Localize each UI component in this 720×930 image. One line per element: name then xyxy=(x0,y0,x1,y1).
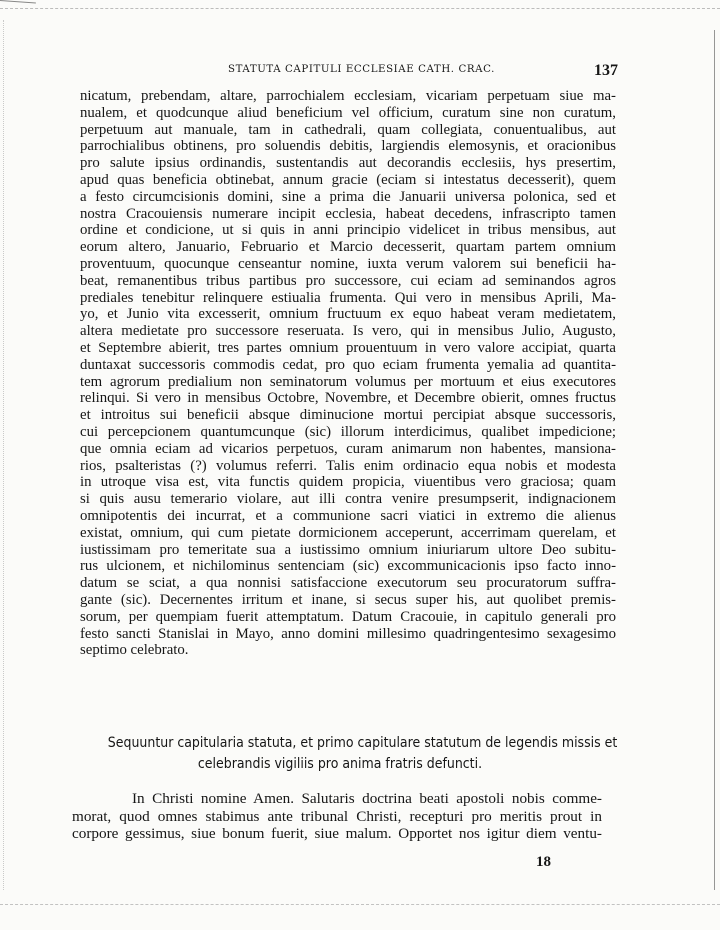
text-line: corpore gessimus, siue bonum fuerit, siue malum. Opportet nos igitur diem ventu- xyxy=(72,825,602,842)
scan-edge-left xyxy=(3,20,5,890)
running-head xyxy=(0,62,720,82)
section-heading-line: Sequuntur capitularia statuta, et primo capitulare statutum de legendis missis et xyxy=(107,734,618,751)
intro-paragraph xyxy=(72,790,602,843)
text-line: altera medietate pro successore reseruata. Is vero, qui in mensibus Julio, Augusto, xyxy=(80,323,616,340)
text-line: septimo celebrato. xyxy=(80,642,189,659)
text-line: rus ulcionem, et nichilominus sentenciam (sic) excommunicacionis ipso facto inno- xyxy=(80,558,616,575)
text-line: festo sancti Stanislai in Mayo, anno domini millesimo quadringentesimo sexagesimo xyxy=(80,625,616,642)
text-line: in utroque visa est, vita functis quidem propicia, viuentibus vero graciosa; quam xyxy=(80,474,616,491)
text-line: morat, quod omnes stabimus ante tribunal Christi, recepturi pro meritis prout in xyxy=(72,807,602,825)
text-line: iustissimam pro temeritate sua a iustissimo omnium iniuriarum ultore Deo subitu- xyxy=(80,541,616,558)
scan-edge-bottom xyxy=(0,904,720,906)
text-line: omnipotentis dei incurrat, et a communione sacri viatici in extremo die alienus xyxy=(80,507,616,524)
text-line: perpetuum aut manuale, tam in cathedrali, quam collegiata, conuentualibus, aut xyxy=(80,121,616,138)
text-line: cui percepcionem quantumcunque (sic) illorum interdicimus, qualibet impedicione; xyxy=(80,423,616,440)
text-line: existat, omnium, qui cum pietate dormicionem acceperunt, accerrimam querelam, et xyxy=(80,524,616,541)
text-line: si quis ausu temerario violare, aut illi contra venire presumpserit, indignacionem xyxy=(80,491,616,508)
text-line: parrochialibus obtinens, pro soluendis debitis, largiendis elemosynis, et oracionibus xyxy=(80,138,616,155)
text-line: sorum, per quempiam fuerit attemptatum. Datum Cracouie, in capitulo generali pro xyxy=(80,608,616,625)
scan-edge-top xyxy=(0,8,720,10)
text-line: et Septembre abierit, tres partes omnium prouentuum in vero valore accipiat, quarta xyxy=(80,339,616,356)
text-line: datum se sciat, a qua nonnisi satisfaccione executorum seu procuratorum suffra- xyxy=(80,575,616,592)
text-line: a festo circumcisionis domini, sine a prima die Januarii universa polonica, sed et xyxy=(80,188,616,205)
text-line: proventuum, quocunque censeantur nomine, iuxta verum valorem sui beneficii ha- xyxy=(80,255,616,272)
section-heading xyxy=(70,732,618,774)
text-line: tem agrorum predialium non seminatorum volumus per mortuum et eius executores xyxy=(80,373,616,390)
text-line: ordine et condicione, ut si quis in anni principio videlicet in tribus mensibus, aut xyxy=(80,222,616,239)
body-text xyxy=(80,88,616,659)
text-line: duntaxat successoris commodis cedat, pro quo eciam frumenta yemalia ad quantita- xyxy=(80,356,616,373)
running-title: STATUTA CAPITULI ECCLESIAE CATH. CRAC. xyxy=(228,64,495,75)
signature-mark: 18 xyxy=(536,854,551,870)
text-line: relinqui. Si vero in mensibus Octobre, Novembre, et Decembre obierit, omnes fructus xyxy=(80,390,616,407)
text-line: In Christi nomine Amen. Salutaris doctrina beati apostoli nobis comme- xyxy=(132,790,602,807)
text-line: prediales tenebitur relinquere estiualia frumenta. Qui vero in mensibus Aprili, Ma- xyxy=(80,289,616,306)
page-number: 137 xyxy=(594,62,618,79)
section-heading-line: celebrandis vigiliis pro anima fratris defuncti. xyxy=(197,755,483,772)
text-line: et introitus sui beneficii absque diminucione mortui percipiat absque successoris, xyxy=(80,407,616,424)
text-line: yo, et Junio vita excesserit, omnium fructuum ex equo habeat veram medietatem, xyxy=(80,306,616,323)
scan-edge-right xyxy=(714,30,716,890)
text-line: rios, psalteristas (?) volumus referri. Talis enim ordinacio equa nobis et modesta xyxy=(80,457,616,474)
text-line: gante (sic). Decernentes irritum et inane, si secus super his, aut quolibet premis- xyxy=(80,591,616,608)
text-line: pro salute ipsius ordinandis, sustentandis aut decorandis ecclesiis, hys presertim, xyxy=(80,155,616,172)
text-line: nostra Cracouiensis numerare incipit ecclesia, habeat decedens, infrascripto tamen xyxy=(80,205,616,222)
text-line: que omnia eciam ad vicarios perpetuos, curam animarum non habentes, mansiona- xyxy=(80,440,616,457)
scan-edge-mark xyxy=(0,0,36,13)
text-line: apud quas beneficia obtinebat, annum gracie (eciam si intestatus decesserit), quem xyxy=(80,171,616,188)
text-line: eorum altero, Januario, Februario et Marcio decesserit, quartam partem omnium xyxy=(80,239,616,256)
text-line: nualem, et quodcunque aliud beneficium vel officium, curatum sine non curatum, xyxy=(80,104,616,121)
text-line: nicatum, prebendam, altare, parrochialem ecclesiam, vicariam perpetuam siue ma- xyxy=(80,88,616,104)
text-line: beat, remanentibus tribus partibus pro successore, cui eciam ad seminandos agros xyxy=(80,272,616,289)
